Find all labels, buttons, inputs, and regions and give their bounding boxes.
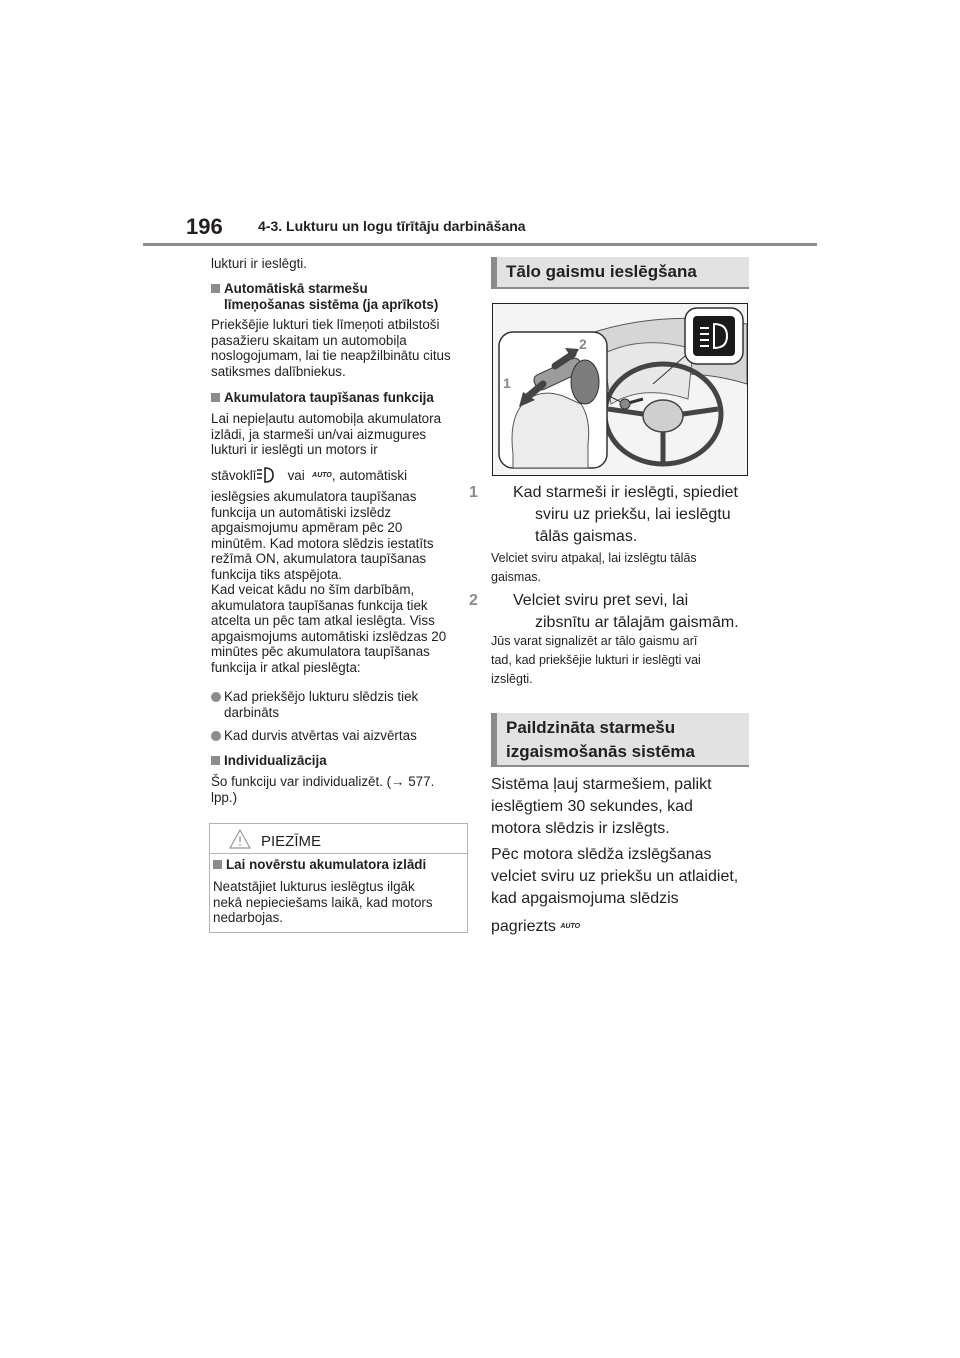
step-2: 2 Velciet sviru pret sevi, lai zibsnītu ar tālajām gaismām. xyxy=(469,592,739,631)
header-rule xyxy=(143,243,817,246)
square-bullet-icon xyxy=(211,756,220,765)
auto-icon: AUTO xyxy=(560,923,581,930)
page-number: 196 xyxy=(186,214,223,239)
battery-saver-body-bottom: ieslēgsies akumulatora taupīšanas funkcija un automātiski izslēdz apgaismojumu apmēram pēc 20 minūtēm. Kad motora slēdzis iestatīts režīmā ON, akumulatora taupīšanas funkcija tiks atspējota. Kad veicat kādu no šīm darbībām, akumulatora taupīšanas funkcija tiek atcelta un pēc tam atkal ieslēgta. Viss apgaismojums automātiski izslēdzas 20 minūtes pēc akumulatora taupīšanas funkcija ir atkal pieslēgta: xyxy=(211,489,447,675)
auto-icon: AUTO xyxy=(312,472,332,479)
step-2-note: Jūs varat signalizēt ar tālo gaismu arī tad, kad priekšējie lukturi ir ieslēgti vai izslēgti. xyxy=(491,634,701,686)
circle-bullet-icon xyxy=(211,692,221,702)
caution-triangle-icon xyxy=(229,829,251,853)
note-header xyxy=(229,829,321,853)
note-body: Neatstājiet lukturus ieslēgtus ilgāk nekā nepieciešams laikā, kad motors nedarbojas. xyxy=(213,879,433,925)
headlight-icon xyxy=(256,466,276,488)
high-beam-lever-illustration xyxy=(492,303,748,476)
auto-leveling-body: Priekšējie lukturi tiek līmeņoti atbilstoši pasažieru skaitam un automobiļa noslogojumam, lai tie neapžilbinātu citus satiksmes dalībniekus. xyxy=(211,317,451,379)
section-underline xyxy=(491,287,749,289)
circle-bullet-icon xyxy=(211,731,221,741)
auto-leveling-heading: Automātiskā starmešu līmeņošanas sistēma (ja aprīkots) xyxy=(211,281,469,312)
customization-heading: Individualizācija xyxy=(211,753,469,769)
customization-body: Šo funkciju var individualizēt. (→ 577. lpp.) xyxy=(211,774,469,805)
step-number: 2 xyxy=(469,592,478,609)
illustration-label-2: 2 xyxy=(579,336,587,352)
step-1-note: Velciet sviru atpakaļ, lai izslēgtu tālās gaismas. xyxy=(491,551,697,584)
square-bullet-icon xyxy=(211,393,220,402)
section-underline xyxy=(491,765,749,767)
extended-para-1: Sistēma ļauj starmešiem, palikt ieslēgtiem 30 sekundes, kad motora slēdzis ir izslēgts. xyxy=(491,776,712,837)
chapter-title: 4-3. Lukturu un logu tīrītāju darbināšana xyxy=(258,218,526,234)
square-bullet-icon xyxy=(213,860,222,869)
battery-saver-position-line: stāvoklī vai $^{AUTO}$, automātiski xyxy=(211,466,469,488)
step-1: 1 Kad starmeši ir ieslēgti, spiediet sviru uz priekšu, lai ieslēgtu tālās gaismas. xyxy=(469,484,738,545)
illustration-label-1: 1 xyxy=(503,375,511,391)
note-heading: Lai novērstu akumulatora izlādi xyxy=(213,857,465,873)
extended-para-2-last: pagriezts AUTO xyxy=(491,918,581,935)
high-beam-section-heading: Tālo gaismu ieslēgšana xyxy=(491,257,749,288)
extended-lighting-section-heading: Paildzināta starmešu izgaismošanās sistēma xyxy=(491,713,749,766)
battery-saver-heading: Akumulatora taupīšanas funkcija xyxy=(211,390,469,406)
square-bullet-icon xyxy=(211,284,220,293)
intro-text: lukturi ir ieslēgti. xyxy=(211,256,307,271)
page-reference-link[interactable]: Šo funkciju var individualizēt. (→ 577. xyxy=(211,774,435,789)
note-title: PIEZĪME xyxy=(261,832,322,850)
battery-saver-body-top: Lai nepieļautu automobiļa akumulatora izlādi, ja starmeši un/vai aizmugures lukturi ir ieslēgti un motors ir xyxy=(211,411,442,457)
bullet-list-item: Kad priekšējo lukturu slēdzis tiek darbināts xyxy=(211,689,469,720)
note-divider xyxy=(210,853,467,854)
step-number: 1 xyxy=(469,484,478,501)
extended-para-2: Pēc motora slēdža izslēgšanas velciet sviru uz priekšu un atlaidiet, kad apgaismojuma slēdzis xyxy=(491,846,739,907)
bullet-list-item: Kad durvis atvērtas vai aizvērtas xyxy=(211,728,469,744)
